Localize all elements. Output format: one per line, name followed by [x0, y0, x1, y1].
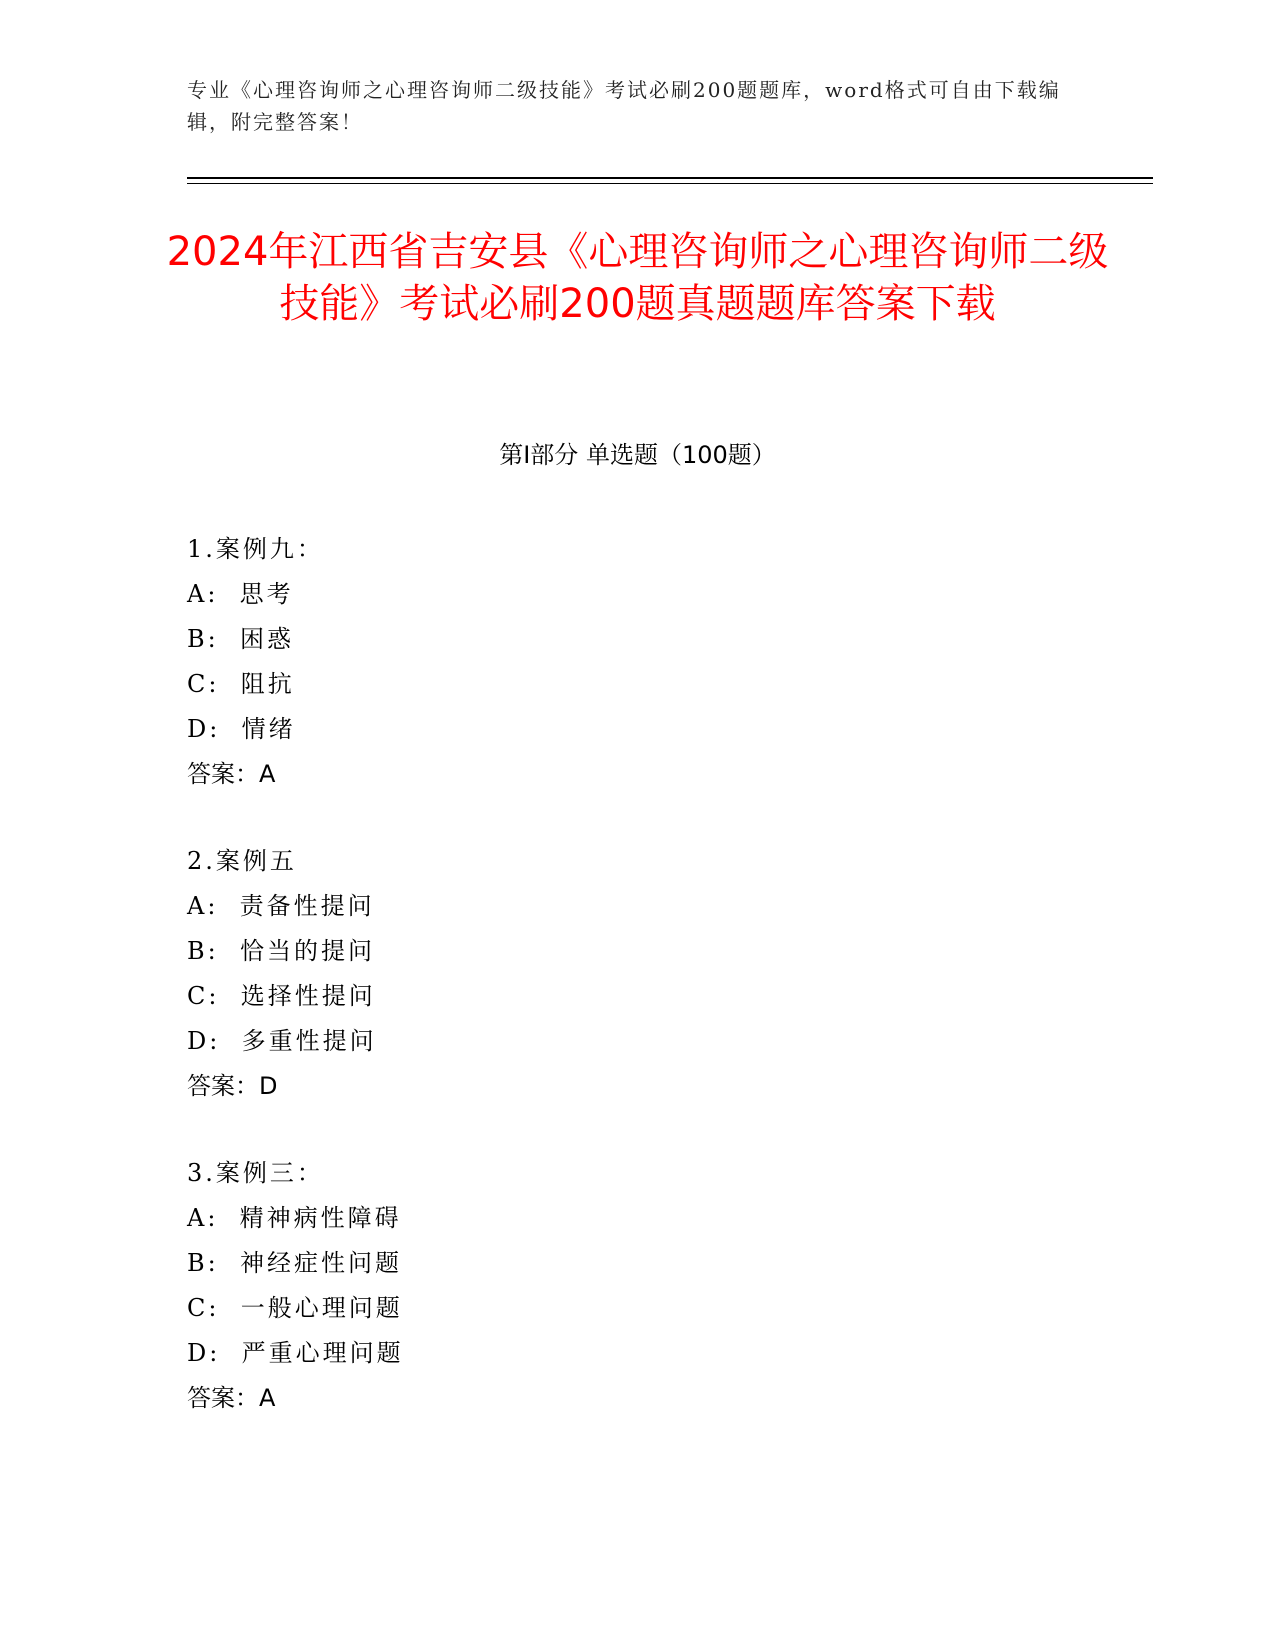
question-item — [187, 527, 1087, 797]
option-d: D: 多重性提问 — [187, 1027, 377, 1055]
answer-line: 答案：D — [187, 1072, 278, 1100]
question-list — [187, 527, 1087, 1463]
option-d: D: 情绪 — [187, 715, 296, 743]
question-stem: 3.案例三： — [187, 1159, 324, 1187]
header-divider-thick — [187, 177, 1153, 179]
option-b: B: 困惑 — [187, 625, 294, 653]
section-title: 第Ⅰ部分 单选题（100题） — [499, 441, 776, 469]
option-d: D: 严重心理问题 — [187, 1339, 404, 1367]
option-c: C: 一般心理问题 — [187, 1294, 403, 1322]
option-a: A: 责备性提问 — [187, 892, 375, 920]
option-b: B: 神经症性问题 — [187, 1249, 402, 1277]
option-c: C: 选择性提问 — [187, 982, 376, 1010]
question-stem: 1.案例九： — [187, 535, 324, 563]
option-c: C: 阻抗 — [187, 670, 295, 698]
document-title: 2024年江西省吉安县《心理咨询师之心理咨询师二级技能》考试必刷200题真题题库答案下载 — [166, 229, 1109, 327]
question-item — [187, 839, 1087, 1109]
header-divider-thin — [187, 183, 1153, 184]
answer-line: 答案：A — [187, 760, 276, 788]
question-stem: 2.案例五 — [187, 847, 297, 875]
option-a: A: 精神病性障碍 — [187, 1204, 402, 1232]
header-note: 专业《心理咨询师之心理咨询师二级技能》考试必刷200题题库，word格式可自由下载编辑，附完整答案！ — [187, 78, 1061, 134]
option-a: A: 思考 — [187, 580, 294, 608]
option-b: B: 恰当的提问 — [187, 937, 375, 965]
answer-line: 答案：A — [187, 1384, 276, 1412]
question-item — [187, 1151, 1087, 1421]
